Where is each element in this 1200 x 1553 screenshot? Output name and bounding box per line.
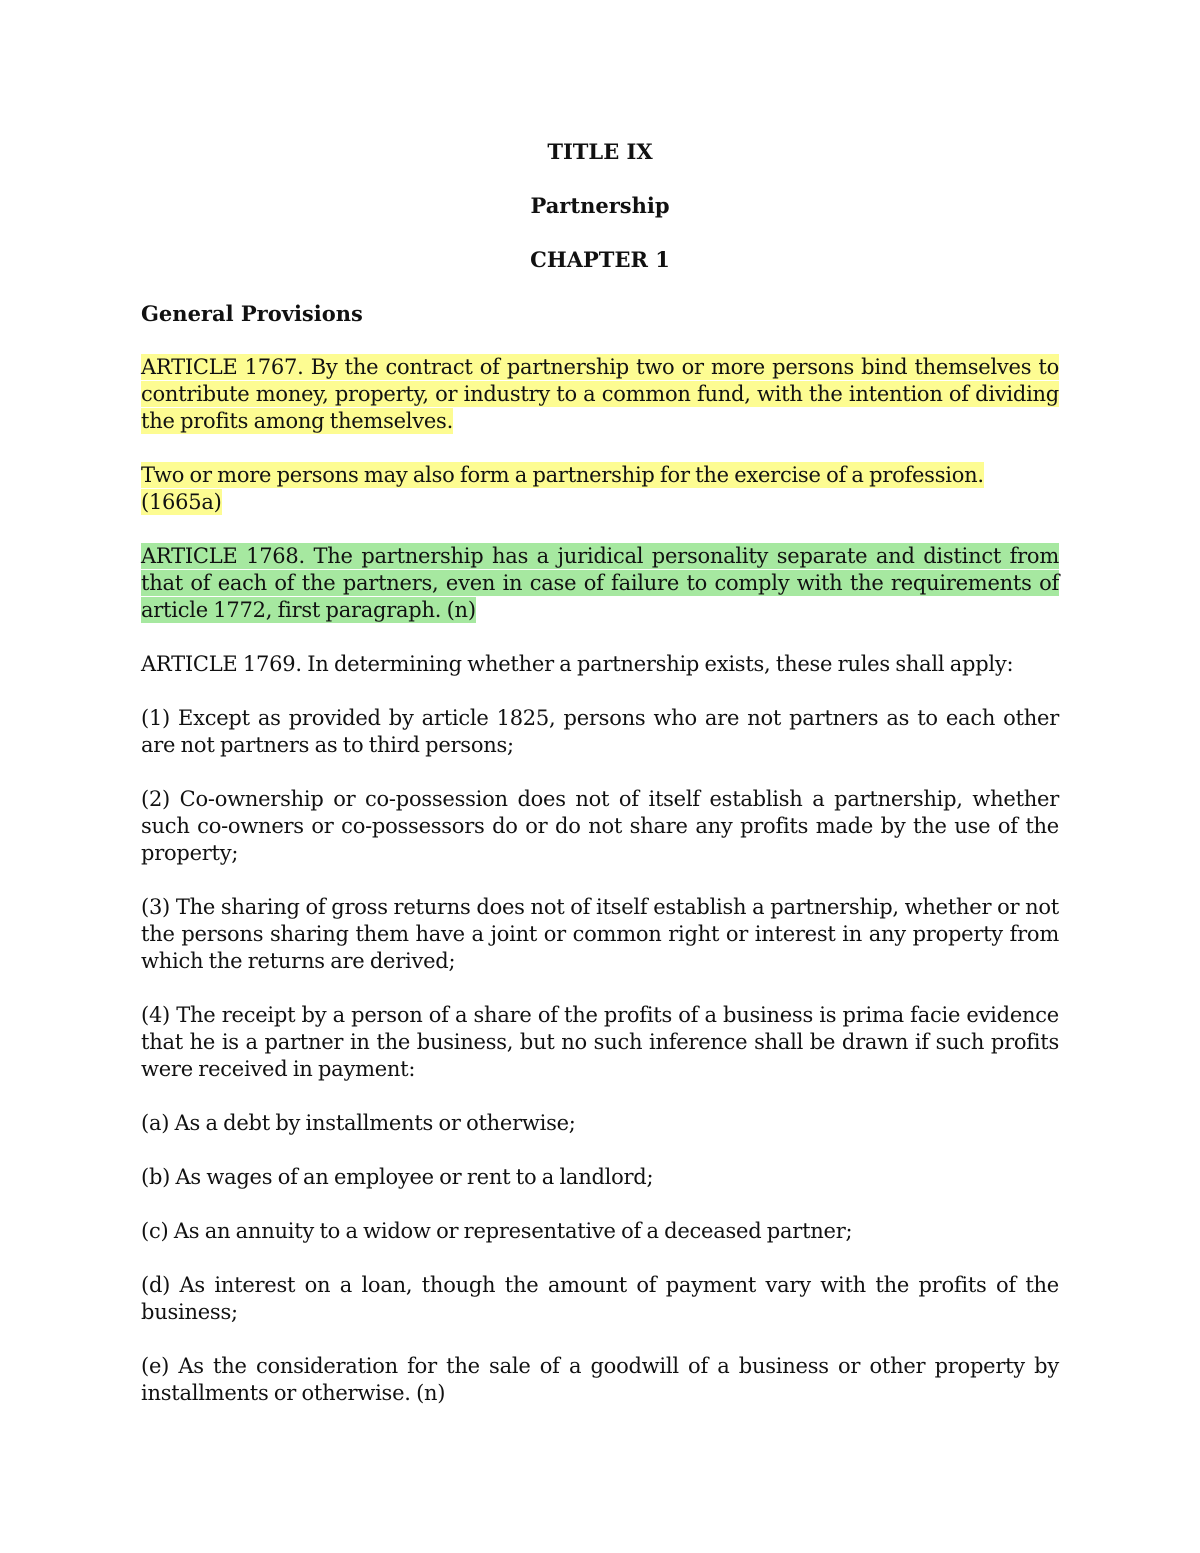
rule-2-paragraph: (2) Co-ownership or co-possession does not of itself establish a partnership, whether such co-owners or co-possessors do or do not share any profits made by the use of the property;	[141, 787, 1059, 865]
rule-3-paragraph: (3) The sharing of gross returns does not of itself establish a partnership, whether or not the persons sharing them have a joint or common right or interest in any property from which the returns are derived;	[141, 895, 1059, 973]
article-1767-profession-text: Two or more persons may also form a partnership for the exercise of a profession. (1665a)	[141, 463, 984, 514]
article-1768-text: ARTICLE 1768. The partnership has a juridical personality separate and distinct from that of each of the partners, even in case of failure to comply with the requirements of article 1772, first paragraph. (n)	[141, 544, 1059, 622]
article-1767-profession-paragraph	[141, 462, 1059, 516]
article-1767-text: ARTICLE 1767. By the contract of partnership two or more persons bind themselves to contribute money, property, or industry to a common fund, with the intention of dividing the profits among themselves.	[141, 355, 1059, 433]
article-1768-paragraph	[141, 543, 1059, 624]
subrule-a-paragraph: (a) As a debt by installments or otherwise;	[141, 1111, 576, 1135]
document-title: TITLE IX	[547, 139, 653, 164]
subrule-e-paragraph: (e) As the consideration for the sale of a goodwill of a business or other property by installments or otherwise. (n)	[141, 1354, 1059, 1405]
rule-1-paragraph: (1) Except as provided by article 1825, persons who are not partners as to each other are not partners as to third persons;	[141, 706, 1059, 757]
article-1769-paragraph: ARTICLE 1769. In determining whether a partnership exists, these rules shall apply:	[141, 652, 1014, 676]
subrule-c-paragraph: (c) As an annuity to a widow or representative of a deceased partner;	[141, 1219, 853, 1243]
document-subtitle: Partnership	[530, 193, 670, 218]
subrule-d-paragraph: (d) As interest on a loan, though the amount of payment vary with the profits of the business;	[141, 1273, 1059, 1324]
document-page	[141, 138, 1059, 1434]
section-heading: General Provisions	[141, 301, 363, 326]
chapter-heading: CHAPTER 1	[530, 247, 670, 272]
article-1767-paragraph	[141, 354, 1059, 435]
subrule-b-paragraph: (b) As wages of an employee or rent to a landlord;	[141, 1165, 654, 1189]
rule-4-paragraph: (4) The receipt by a person of a share of the profits of a business is prima facie evidence that he is a partner in the business, but no such inference shall be drawn if such profits were received in payment:	[141, 1003, 1059, 1081]
